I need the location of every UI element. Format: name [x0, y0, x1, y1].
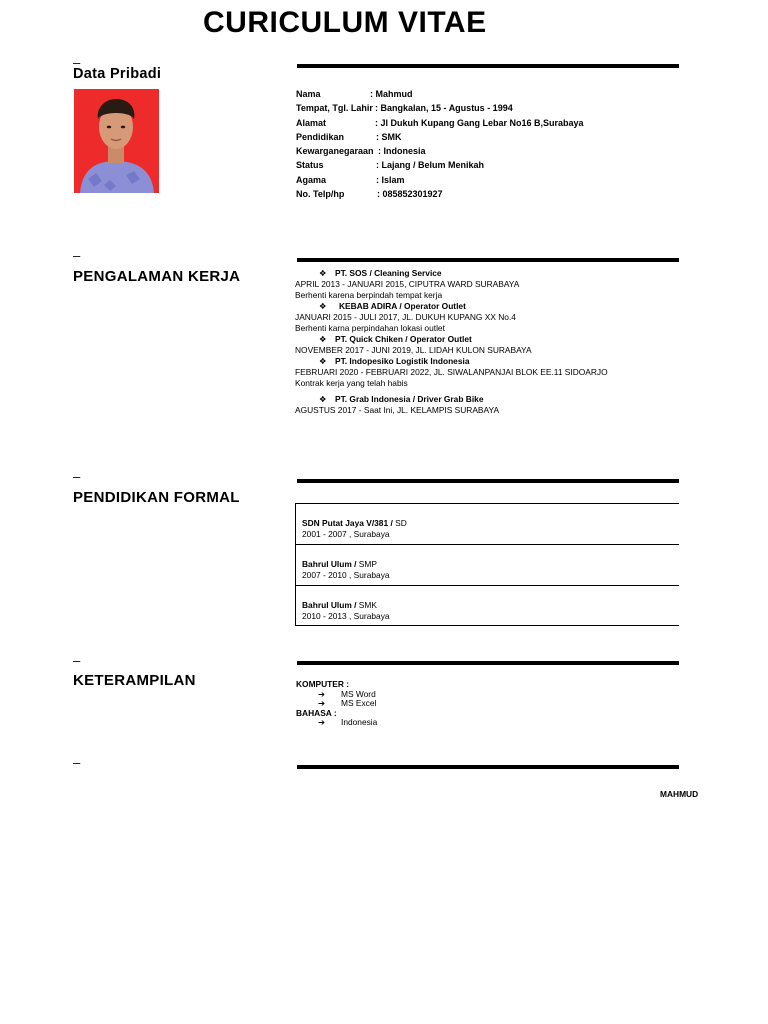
education-entry: Bahrul Ulum / SMK 2010 - 2013 , Surabaya	[302, 600, 390, 621]
section-dash: –	[73, 653, 81, 668]
section-rule	[297, 661, 679, 665]
education-entry: SDN Putat Jaya V/381 / SD 2001 - 2007 , Surabaya	[296, 504, 679, 545]
diamond-bullet-icon: ❖	[319, 394, 327, 404]
diamond-bullet-icon: ❖	[319, 268, 327, 278]
job-company: ❖ PT. Indopesiko Logistik Indonesia	[319, 356, 470, 366]
section-dash: –	[73, 469, 81, 484]
diamond-bullet-icon: ❖	[319, 356, 327, 366]
arrow-right-icon: ➔	[318, 717, 326, 728]
experience-list	[295, 268, 608, 416]
skill-item: ➔ Indonesia	[318, 717, 378, 728]
section-title-experience: PENGALAMAN KERJA	[73, 268, 241, 285]
skill-item: ➔ MS Excel	[318, 698, 377, 709]
section-rule	[297, 64, 679, 68]
education-entry: Bahrul Ulum / SMP 2007 - 2010 , Surabaya	[296, 545, 679, 586]
skill-category: KOMPUTER :	[296, 679, 350, 689]
signature-name: MAHMUD	[660, 789, 699, 799]
job-period: FEBRUARI 2020 - FEBRUARI 2022, JL. SIWALANPANJAI BLOK EE.11 SIDOARJO	[295, 367, 608, 377]
diamond-bullet-icon: ❖	[319, 301, 327, 311]
page-title: CURICULUM VITAE	[203, 6, 487, 39]
section-title-skills: KETERAMPILAN	[73, 672, 196, 689]
arrow-right-icon: ➔	[318, 688, 326, 699]
section-dash: –	[73, 55, 81, 70]
job-company: ❖ PT. Quick Chiken / Operator Outlet	[319, 334, 472, 344]
diamond-bullet-icon: ❖	[319, 334, 327, 344]
job-company: ❖ KEBAB ADIRA / Operator Outlet	[319, 301, 466, 311]
section-dash: –	[73, 755, 81, 770]
education-table	[295, 503, 679, 626]
job-company: ❖ PT. Grab Indonesia / Driver Grab Bike	[319, 394, 484, 404]
job-period: APRIL 2013 - JANUARI 2015, CIPUTRA WARD SURABAYA	[295, 279, 520, 289]
job-period: NOVEMBER 2017 - JUNI 2019, JL. LIDAH KULON SURABAYA	[295, 345, 532, 355]
section-dash: –	[73, 248, 81, 263]
section-rule	[297, 765, 679, 769]
skill-item: ➔ MS Word	[318, 688, 376, 699]
arrow-right-icon: ➔	[318, 698, 326, 709]
job-note: Berhenti karena berpindah tempat kerja	[295, 290, 443, 300]
job-period: JANUARI 2015 - JULI 2017, JL. DUKUH KUPANG XX No.4	[295, 312, 516, 322]
skill-category: BAHASA :	[296, 707, 337, 718]
section-rule	[297, 479, 679, 483]
skills-list	[296, 680, 377, 728]
section-rule	[297, 258, 679, 262]
section-title-education: PENDIDIKAN FORMAL	[73, 489, 240, 506]
section-title-personal: Data Pribadi	[73, 66, 162, 82]
job-period: AGUSTUS 2017 - Saat Ini, JL. KELAMPIS SURABAYA	[295, 405, 500, 415]
job-note: Berhenti karna perpindahan lokasi outlet	[295, 323, 445, 333]
job-company: ❖ PT. SOS / Cleaning Service	[319, 268, 442, 278]
profile-photo	[74, 89, 159, 193]
job-note: Kontrak kerja yang telah habis	[295, 378, 408, 388]
